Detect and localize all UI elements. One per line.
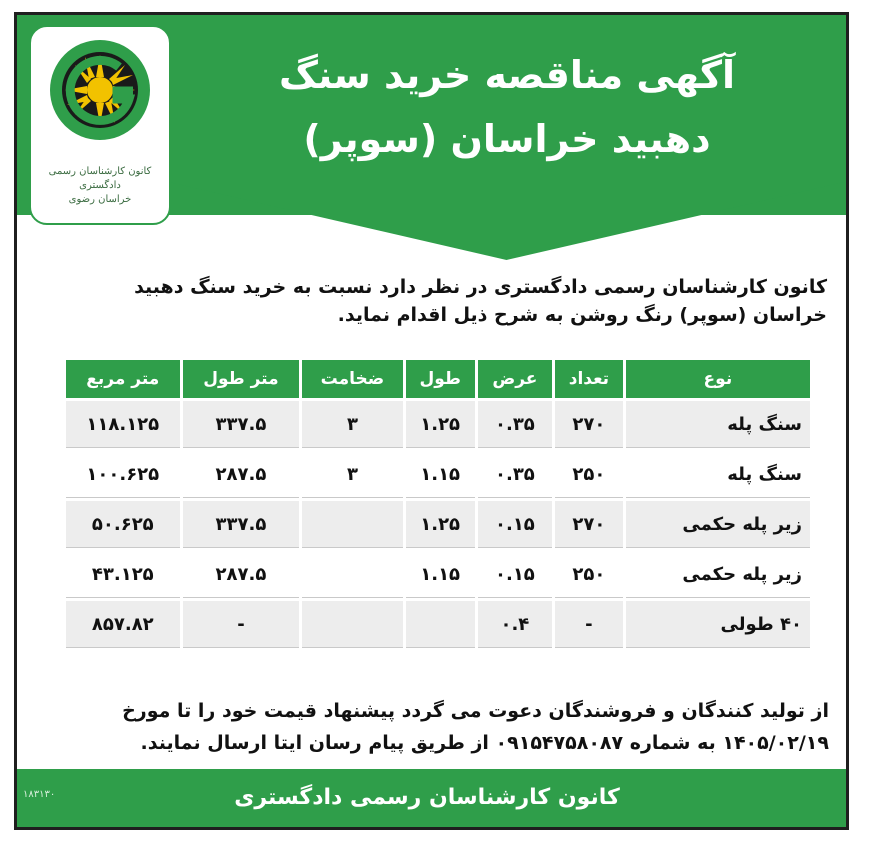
cell-count: ۲۵۰ (555, 451, 623, 498)
logo-caption-line1: کانون کارشناسان رسمی دادگستری (48, 166, 152, 191)
ad-code: ۱۸۳۱۳۰ (23, 789, 56, 800)
cell-thickness (302, 601, 402, 648)
header-square-meter: متر مربع (66, 360, 180, 398)
cell-thickness (302, 501, 402, 548)
cell-length: ۱.۲۵ (406, 401, 475, 448)
cell-width: ۰.۳۵ (478, 451, 552, 498)
table-row (66, 601, 810, 648)
header-length: طول (406, 360, 475, 398)
cell-thickness: ۳ (302, 401, 402, 448)
cell-square-meter: ۱۱۸.۱۲۵ (66, 401, 180, 448)
cell-type: ۴۰ طولی (626, 601, 810, 648)
intro-paragraph: کانون کارشناسان رسمی دادگستری در نظر دارد نسبت به خرید سنگ دهبید خراسان (سوپر) رنگ روشن به شرح ذیل اقدام نماید. (134, 276, 827, 326)
cell-length: ۱.۲۵ (406, 501, 475, 548)
cell-linear-meter: ۲۸۷.۵ (183, 551, 300, 598)
stone-table-grid (63, 357, 813, 651)
footer-banner (17, 769, 846, 827)
closing-paragraph: از تولید کنندگان و فروشندگان دعوت می گردد پیشنهاد قیمت خود را تا مورخ ۱۴۰۵/۰۲/۱۹ به شماره ۰۹۱۵۴۷۵۸۰۸۷ از طریق پیام رسان ایتا ارسال نمایند. (122, 700, 829, 754)
cell-square-meter: ۱۰۰.۶۲۵ (66, 451, 180, 498)
cell-width: ۰.۴ (478, 601, 552, 648)
cell-square-meter: ۵۰.۶۲۵ (66, 501, 180, 548)
table-row (66, 451, 810, 498)
table-header-row (66, 360, 810, 398)
cell-count: ۲۷۰ (555, 401, 623, 448)
cell-length: ۱.۱۵ (406, 451, 475, 498)
cell-type: سنگ پله (626, 451, 810, 498)
cell-length: ۱.۱۵ (406, 551, 475, 598)
logo-box (29, 25, 171, 225)
cell-linear-meter: ۳۳۷.۵ (183, 401, 300, 448)
header-thickness: ضخامت (302, 360, 402, 398)
cell-count: - (555, 601, 623, 648)
footer-text: کانون کارشناسان رسمی دادگستری (234, 785, 620, 810)
title-line1: آگهی مناقصه خرید سنگ (278, 53, 736, 97)
stone-table (63, 357, 813, 651)
cell-linear-meter: ۳۳۷.۵ (183, 501, 300, 548)
header-linear-meter: متر طول (183, 360, 300, 398)
cell-width: ۰.۱۵ (478, 501, 552, 548)
table-row (66, 501, 810, 548)
table-row (66, 551, 810, 598)
cell-type: زیر پله حکمی (626, 551, 810, 598)
cell-length (406, 601, 475, 648)
cell-thickness: ۳ (302, 451, 402, 498)
cell-square-meter: ۸۵۷.۸۲ (66, 601, 180, 648)
logo-caption (37, 165, 163, 207)
advertisement-frame (14, 12, 849, 830)
page-title (177, 43, 837, 171)
cell-linear-meter: - (183, 601, 300, 648)
cell-linear-meter: ۲۸۷.۵ (183, 451, 300, 498)
sun-emblem-logo-icon (47, 37, 153, 143)
cell-type: سنگ پله (626, 401, 810, 448)
cell-thickness (302, 551, 402, 598)
table-row (66, 401, 810, 448)
title-line2: دهبید خراسان (سوپر) (303, 117, 711, 161)
header-type: نوع (626, 360, 810, 398)
cell-square-meter: ۴۳.۱۲۵ (66, 551, 180, 598)
header-width: عرض (478, 360, 552, 398)
cell-count: ۲۷۰ (555, 501, 623, 548)
logo-caption-line2: خراسان رضوی (68, 194, 132, 205)
header-count: تعداد (555, 360, 623, 398)
cell-count: ۲۵۰ (555, 551, 623, 598)
cell-width: ۰.۱۵ (478, 551, 552, 598)
cell-type: زیر پله حکمی (626, 501, 810, 548)
cell-width: ۰.۳۵ (478, 401, 552, 448)
